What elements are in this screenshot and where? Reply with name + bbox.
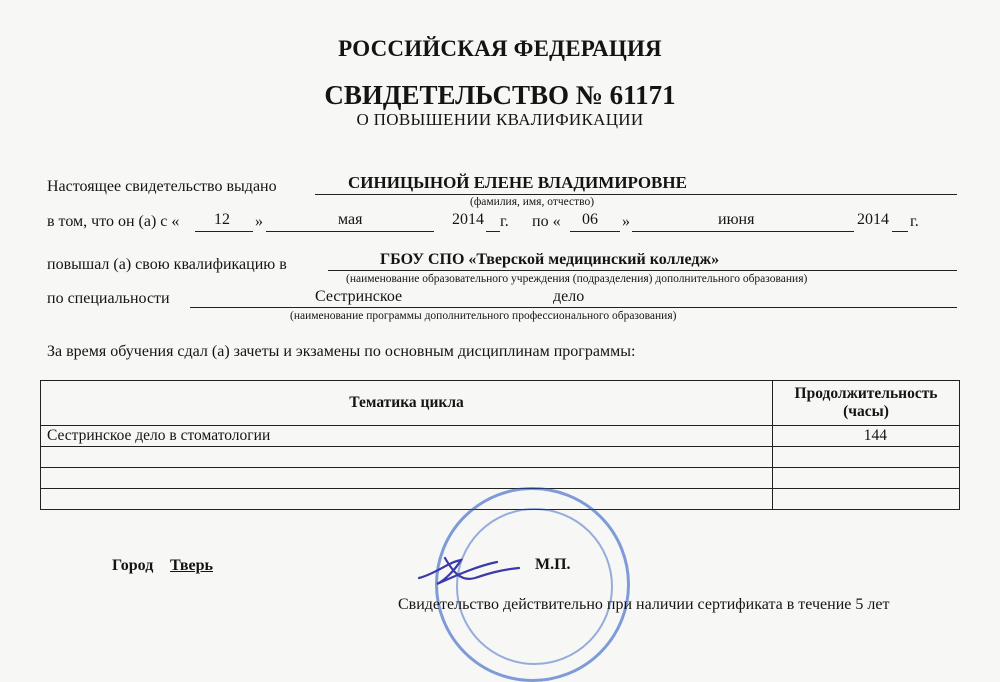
g-label-1: г. — [500, 213, 509, 230]
close-quote-from: » — [255, 213, 263, 230]
institution-underline — [328, 270, 957, 271]
month-from-underline — [266, 231, 434, 232]
hours-cell — [773, 489, 960, 510]
year-from-underline — [486, 231, 500, 232]
topic-cell — [41, 447, 773, 468]
table-row — [41, 447, 960, 468]
g-label-2: г. — [910, 213, 919, 230]
day-to: 06 — [582, 211, 598, 228]
specialty-label: по специальности — [47, 290, 170, 307]
hours-cell — [773, 447, 960, 468]
topic-cell — [41, 489, 773, 510]
signature-mark — [415, 548, 525, 590]
specialty-word-1: Сестринское — [315, 288, 403, 305]
country-heading: РОССИЙСКАЯ ФЕДЕРАЦИЯ — [338, 36, 662, 61]
column-header-hours: Продолжительность (часы) — [773, 381, 960, 426]
day-from-underline — [195, 231, 253, 232]
city-name: Тверь — [170, 557, 213, 574]
certificate-title: СВИДЕТЕЛЬСТВО № 61171 — [324, 80, 676, 110]
day-from: 12 — [214, 211, 230, 228]
po-label: по « — [532, 213, 561, 230]
issued-label: Настоящее свидетельство выдано — [47, 178, 277, 195]
specialty-underline — [190, 307, 957, 308]
hours-cell — [773, 468, 960, 489]
table-row — [41, 426, 960, 447]
name-underline — [315, 194, 957, 195]
table-row — [41, 468, 960, 489]
month-from: мая — [338, 211, 363, 228]
year-to-underline — [892, 231, 908, 232]
stamp-place-label: М.П. — [535, 556, 571, 573]
validity-note: Свидетельство действительно при наличии сертификата в течение 5 лет — [398, 596, 890, 613]
period-prefix: в том, что он (а) с « — [47, 213, 180, 230]
city-label: Город — [112, 557, 154, 574]
table-header-row — [41, 381, 960, 426]
year-to: 2014 — [857, 211, 889, 228]
year-from: 2014 — [452, 211, 484, 228]
topic-cell — [41, 468, 773, 489]
day-to-underline — [570, 231, 620, 232]
institution-name: ГБОУ СПО «Тверской медицинский колледж» — [380, 251, 720, 268]
name-hint: (фамилия, имя, отчество) — [470, 196, 595, 208]
specialty-hint: (наименование программы дополнительного профессионального образования) — [290, 310, 677, 322]
month-to-underline — [632, 231, 854, 232]
institution-hint: (наименование образовательного учреждения (подразделения) дополнительного образования) — [346, 273, 808, 285]
close-quote-to: » — [622, 213, 630, 230]
recipient-name: СИНИЦЫНОЙ ЕЛЕНЕ ВЛАДИМИРОВНЕ — [348, 173, 687, 192]
exams-statement: За время обучения сдал (а) зачеты и экзамены по основным дисциплинам программы: — [47, 343, 636, 360]
specialty-word-2: дело — [553, 288, 585, 305]
hours-cell: 144 — [773, 426, 960, 447]
institution-label: повышал (а) свою квалификацию в — [47, 256, 287, 273]
topic-cell: Сестринское дело в стоматологии — [41, 426, 773, 447]
column-header-topic: Тематика цикла — [41, 381, 773, 426]
certificate-subtitle: О ПОВЫШЕНИИ КВАЛИФИКАЦИИ — [356, 110, 644, 129]
month-to: июня — [718, 211, 755, 228]
disciplines-table — [40, 380, 960, 510]
